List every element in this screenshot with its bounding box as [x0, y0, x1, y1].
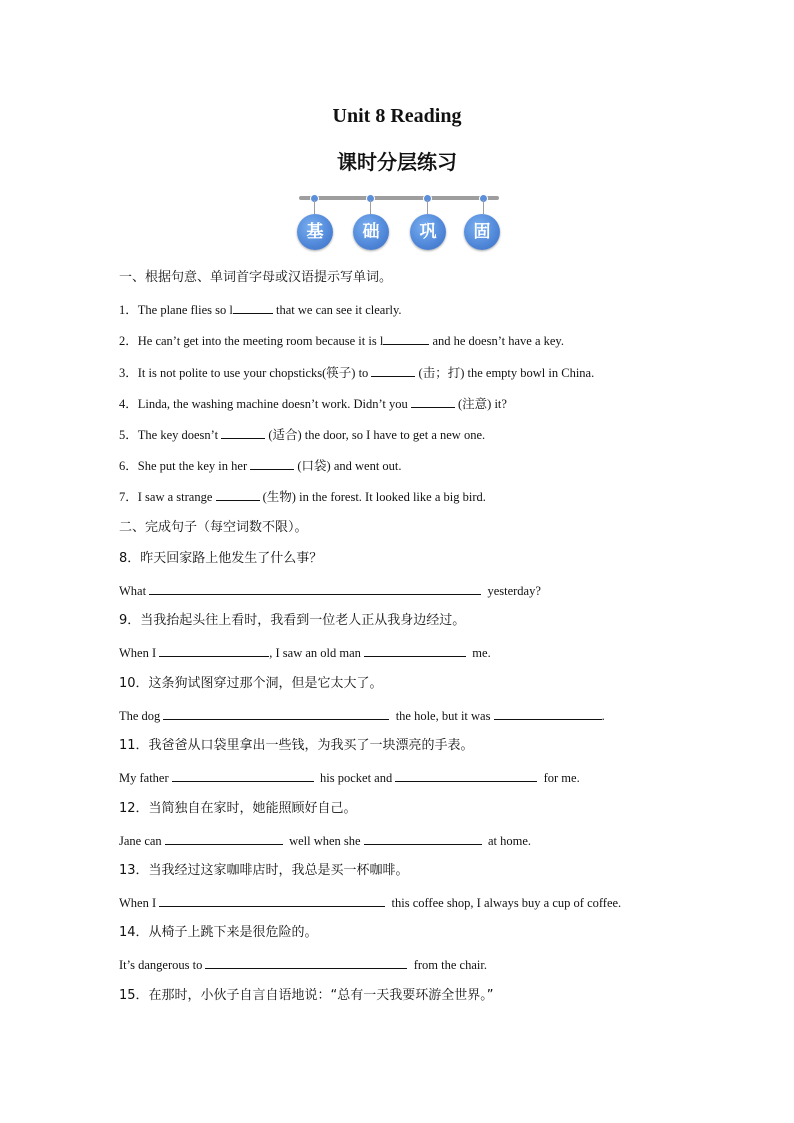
sentence-13 — [119, 894, 621, 911]
sentence-14 — [119, 956, 487, 973]
page-title: Unit 8 Reading — [332, 105, 462, 127]
answer-blank[interactable] — [494, 707, 602, 720]
question-text: (注意) it? — [458, 397, 507, 411]
sentence-text: . — [601, 709, 605, 723]
sentence-text: well when she — [289, 834, 364, 848]
sentence-12 — [119, 832, 531, 849]
answer-blank[interactable] — [149, 582, 481, 595]
answer-blank[interactable] — [364, 644, 466, 657]
banner-stem — [314, 200, 315, 214]
banner-stem — [427, 200, 428, 214]
prompt-8: 8．昨天回家路上他发生了什么事？ — [119, 551, 323, 566]
sentence-text: this coffee shop, I always buy a cup of coffee. — [391, 896, 622, 910]
sentence-text: for me. — [543, 771, 580, 785]
answer-blank[interactable] — [395, 769, 537, 782]
section1-heading: 一、根据句意、单词首字母或汉语提示写单词。 — [119, 270, 393, 285]
sentence-text: at home. — [487, 834, 531, 848]
answer-blank[interactable] — [205, 956, 407, 969]
banner-stem — [483, 200, 484, 214]
answer-blank[interactable] — [383, 332, 429, 345]
page-subtitle: 课时分层练习 — [337, 150, 457, 174]
section2-heading: 二、完成句子（每空词数不限）。 — [119, 520, 308, 535]
question-3 — [119, 364, 594, 381]
question-text: (击；打) the empty bowl in China. — [418, 366, 595, 380]
prompt-15: 15．在那时，小伙子自言自语地说：“总有一天我要环游全世界。” — [119, 988, 494, 1003]
sentence-8 — [119, 582, 541, 599]
question-7 — [119, 488, 486, 505]
question-text: and he doesn’t have a key. — [432, 334, 564, 348]
sentence-text: , I saw an old man — [269, 646, 365, 660]
question-text: (生物) in the forest. It looked like a big bird. — [262, 490, 486, 504]
sentence-text: from the chair. — [413, 958, 487, 972]
sentence-text: My father — [119, 771, 172, 785]
sentence-text: What — [119, 584, 150, 598]
prompt-11: 11．我爸爸从口袋里拿出一些钱，为我买了一块漂亮的手表。 — [119, 738, 474, 753]
sentence-text: When I — [119, 646, 160, 660]
answer-blank[interactable] — [165, 832, 283, 845]
answer-blank[interactable] — [411, 395, 455, 408]
answer-blank[interactable] — [159, 644, 269, 657]
question-number: 2． — [119, 334, 138, 348]
sentence-10 — [119, 707, 605, 724]
sentence-text: When I — [119, 896, 160, 910]
question-text: that we can see it clearly. — [276, 303, 402, 317]
badge-gu: 固 — [464, 214, 500, 250]
prompt-12: 12．当简独自在家时，她能照顾好自己。 — [119, 801, 357, 816]
sentence-text: The dog — [119, 709, 164, 723]
banner-bar — [299, 196, 499, 200]
question-number: 5． — [119, 428, 138, 442]
question-text: The plane flies so l — [137, 303, 233, 317]
prompt-9: 9．当我抬起头往上看时，我看到一位老人正从我身边经过。 — [119, 613, 466, 628]
question-text: It is not polite to use your chopsticks(筷子) to — [137, 366, 372, 380]
badge-gong: 巩 — [410, 214, 446, 250]
question-4 — [119, 395, 507, 412]
question-number: 3． — [119, 366, 138, 380]
badge-chu: 础 — [353, 214, 389, 250]
sentence-text: yesterday? — [487, 584, 541, 598]
sentence-11 — [119, 769, 580, 786]
question-text: (口袋) and went out. — [297, 459, 402, 473]
answer-blank[interactable] — [163, 707, 389, 720]
question-text: I saw a strange — [137, 490, 216, 504]
question-number: 4． — [119, 397, 138, 411]
prompt-13: 13．当我经过这家咖啡店时，我总是买一杯咖啡。 — [119, 863, 409, 878]
question-text: She put the key in her — [137, 459, 251, 473]
sentence-9 — [119, 644, 491, 661]
sentence-text: me. — [472, 646, 491, 660]
question-number: 1． — [119, 303, 138, 317]
sentence-text: his pocket and — [320, 771, 396, 785]
answer-blank[interactable] — [233, 301, 273, 314]
answer-blank[interactable] — [250, 457, 294, 470]
answer-blank[interactable] — [172, 769, 314, 782]
question-5 — [119, 426, 485, 443]
banner-stem — [370, 200, 371, 214]
question-text: Linda, the washing machine doesn’t work. Didn’t you — [137, 397, 411, 411]
question-text: (适合) the door, so I have to get a new one. — [268, 428, 486, 442]
question-text: He can’t get into the meeting room because it is l — [137, 334, 384, 348]
prompt-14: 14．从椅子上跳下来是很危险的。 — [119, 925, 318, 940]
sentence-text: It’s dangerous to — [119, 958, 206, 972]
sentence-text: the hole, but it was — [395, 709, 494, 723]
answer-blank[interactable] — [221, 426, 265, 439]
question-number: 6． — [119, 459, 138, 473]
answer-blank[interactable] — [371, 364, 415, 377]
question-6 — [119, 457, 402, 474]
prompt-10: 10．这条狗试图穿过那个洞，但是它太大了。 — [119, 676, 383, 691]
badge-ji: 基 — [297, 214, 333, 250]
question-1 — [119, 301, 402, 318]
question-number: 7． — [119, 490, 138, 504]
sentence-text: Jane can — [119, 834, 165, 848]
section-banner — [296, 193, 502, 253]
answer-blank[interactable] — [216, 488, 260, 501]
answer-blank[interactable] — [159, 894, 385, 907]
question-text: The key doesn’t — [137, 428, 222, 442]
question-2 — [119, 332, 564, 349]
answer-blank[interactable] — [364, 832, 482, 845]
